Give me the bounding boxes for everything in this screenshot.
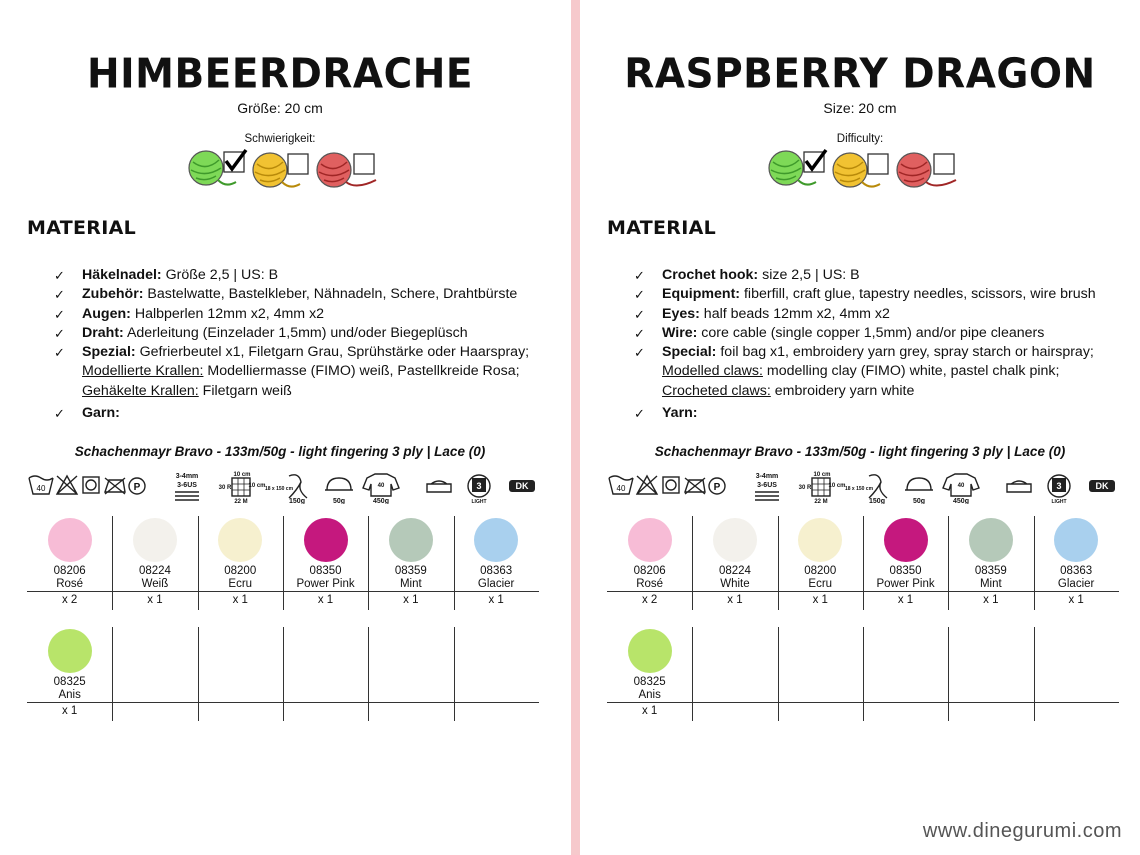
yarn-code: 08325 [53,676,86,688]
care-icons [607,470,1122,504]
gauge-lines-icon [232,478,250,496]
yarn-name: Rosé [56,578,84,590]
scarf-size-label: 18 x 150 cm [844,486,874,492]
yarn-quantity: x 1 [1068,594,1084,606]
check-icon: ✓ [634,306,645,322]
empty-cell [283,627,368,721]
yarn-cell [607,516,692,610]
yarn-code: 08359 [974,565,1007,577]
table-divider [692,516,693,610]
size-text: Size: 20 cm [823,100,897,116]
yarn-quantity: x 1 [147,594,163,606]
list-item: ✓ Spezial: Gefrierbeutel x1, Filetgarn Grau, Sprühstärke oder Haarspray; [54,343,529,362]
yarn-quantity: x 1 [812,594,828,606]
material-list [54,266,529,423]
table-divider [1034,516,1035,610]
yarn-code: 08224 [138,565,171,577]
scarf-weight-label: 150g [289,498,305,504]
check-icon: ✓ [54,325,65,341]
yarn-cell [27,516,112,610]
list-item: ✓ Yarn: [634,404,1096,423]
needle-icon [755,492,779,500]
difficulty-label: Difficulty: [836,133,884,145]
dk-label: DK [1095,481,1109,491]
yarn-name: Power Pink [876,578,935,590]
yarn-cell [863,516,948,610]
table-divider [1034,627,1035,721]
empty-cell [454,627,539,721]
table-divider [112,516,113,610]
empty-cell [948,627,1033,721]
check-icon: ✓ [54,306,65,322]
empty-cell [1034,627,1119,721]
yarn-swatch [969,518,1013,562]
yarn-cell [454,516,539,610]
yarn-code: 08206 [633,565,666,577]
check-icon: ✓ [54,268,65,283]
yarn-table [27,516,539,611]
yarn-swatch [133,518,177,562]
care-symbols [27,470,542,504]
hat-icon [325,478,353,490]
yarn-code: 08350 [889,565,922,577]
german-column [0,0,560,855]
yarn-cell [283,516,368,610]
yarn-name: Mint [399,578,422,590]
check-icon: ✓ [54,287,65,303]
yarn-name: Anis [638,689,661,701]
table-rule [607,591,1119,592]
table-divider [863,516,864,610]
needle-size-label: 3-4mm [175,473,199,480]
difficulty-rating [766,148,966,188]
yarn-weight-label: 3 [1056,481,1062,491]
dry-clean-label: P [713,482,721,493]
check-icon: ✓ [634,268,645,283]
needle-us-label: 3-6US [757,482,777,489]
yarn-table [607,516,1119,611]
yarn-quantity: x 1 [232,594,248,606]
yarn-name: Ecru [228,578,253,590]
empty-cell [692,627,777,721]
yarn-swatch [218,518,262,562]
gauge-grid-icon [232,478,250,496]
list-subitem: Modelled claws: modelling clay (FIMO) white, pastel chalk pink; [662,363,1060,380]
yarn-quantity: x 2 [61,594,78,606]
empty-cell [112,627,197,721]
website-url[interactable]: www.dinegurumi.com [922,820,1122,842]
yarn-quantity: x 1 [488,594,504,606]
yarn-swatch [48,629,92,673]
yarn-name: Power Pink [296,578,355,590]
table-divider [948,516,949,610]
yarn-quantity: x 1 [897,594,914,606]
yarn-quantity: x 1 [403,594,419,606]
list-item: ✓ Crochet hook: size 2,5 | US: B [634,266,1096,285]
scarf-weight-label: 150g [869,498,885,504]
table-divider [198,516,199,610]
table-divider [454,627,455,721]
yarn-quantity: x 2 [641,594,658,606]
table-divider [368,516,369,610]
yarn-cell [368,516,453,610]
yarn-cell [948,516,1033,610]
section-heading: MATERIAL [27,217,136,239]
page-divider [571,0,580,855]
difficulty-rating [186,148,386,188]
yarn-quantity: x 1 [61,705,78,717]
yarn-balls-icon [766,148,966,190]
needle-us-label: 3-6US [177,482,197,489]
no-iron-icon [105,478,125,494]
table-divider [198,627,199,721]
yarn-table [27,627,539,722]
check-icon: ✓ [634,325,645,341]
yarn-swatch [798,518,842,562]
size-text: Größe: 20 cm [237,100,323,116]
table-divider [112,627,113,721]
yarn-name: Mint [979,578,1002,590]
no-iron-icon [685,478,705,494]
check-icon: ✓ [54,345,65,361]
yarn-code: 08224 [718,565,751,577]
yarn-cell [27,627,112,721]
yarn-swatch [48,518,92,562]
gauge-width-label: 10 cm [233,472,251,478]
yarn-code: 08200 [224,565,257,577]
yarn-weight-label: 3 [476,481,482,491]
gauge-height-label: 10 cm [828,483,846,489]
check-icon: ✓ [634,287,645,303]
yarn-swatch [304,518,348,562]
gauge-stitches-label: 22 M [234,499,248,504]
table-divider [283,516,284,610]
table-divider [778,627,779,721]
yarn-name: Rosé [636,578,664,590]
yarn-name: Ecru [808,578,833,590]
yarn-swatch [474,518,518,562]
needle-size-label: 3-4mm [755,473,779,480]
yarn-code: 08363 [1060,565,1093,577]
yarn-weight-category-label: LIGHT [1051,499,1067,504]
yarn-quantity: x 1 [983,594,999,606]
table-divider [692,627,693,721]
no-bleach-icon [637,476,657,494]
list-item: ✓ Eyes: half beads 12mm x2, 4mm x2 [634,305,1096,324]
yarn-code: 08200 [804,565,837,577]
list-item: ✓ Wire: core cable (single copper 1,5mm) and/or pipe cleaners [634,324,1096,343]
sweater-weight-label: 450g [373,498,389,504]
gauge-height-label: 10 cm [248,483,266,489]
wash-temp-label: 40 [616,484,626,493]
hat-weight-label: 50g [912,498,926,504]
dryer-circle-icon [666,480,676,490]
hat-weight-label: 50g [332,498,346,504]
gauge-grid-icon [812,478,830,496]
yarn-name: Weiß [141,578,169,590]
table-divider [778,516,779,610]
no-bleach-icon [57,476,77,494]
scarf-size-label: 18 x 150 cm [264,486,294,492]
yarn-code: 08325 [633,676,666,688]
empty-cell [863,627,948,721]
yarn-title: Schachenmayr Bravo - 133m/50g - light fingering 3 ply | Lace (0) [74,444,486,459]
empty-cell [368,627,453,721]
dryer-circle-icon [86,480,96,490]
dk-label: DK [515,481,529,491]
yarn-quantity: x 1 [317,594,334,606]
sweater-weight-label: 450g [953,498,969,504]
list-item: ✓ Special: foil bag x1, embroidery yarn grey, spray starch or hairspray; [634,343,1096,362]
list-item: ✓ Zubehör: Bastelwatte, Bastelkleber, Nähnadeln, Schere, Drahtbürste [54,285,529,304]
yarn-swatch [628,518,672,562]
yarn-code: 08359 [394,565,427,577]
hat-icon [905,478,933,490]
yarn-cell [198,516,283,610]
yarn-name: Glacier [1057,578,1095,590]
english-column [580,0,1140,855]
yarn-name: White [720,578,750,590]
list-item: ✓ Draht: Aderleitung (Einzelader 1,5mm) und/oder Biegeplüsch [54,324,529,343]
list-subitem: Modellierte Krallen: Modelliermasse (FIMO) weiß, Pastellkreide Rosa; [82,363,520,380]
yarn-weight-category-label: LIGHT [471,499,487,504]
section-heading: MATERIAL [607,217,716,239]
yarn-name: Glacier [477,578,515,590]
dry-clean-label: P [133,482,141,493]
gauge-stitches-label: 22 M [814,499,828,504]
pattern-title: RASPBERRY DRAGON [624,50,1096,99]
table-rule [27,591,539,592]
gauge-rows-label: 30 R [218,485,232,491]
yarn-code: 08350 [309,565,342,577]
table-divider [283,627,284,721]
yarn-swatch [884,518,928,562]
yarn-name: Anis [58,689,81,701]
yarn-swatch [389,518,433,562]
yarn-cell [1034,516,1119,610]
table-divider [948,627,949,721]
yarn-swatch [628,629,672,673]
table-rule [607,702,1119,703]
yarn-title: Schachenmayr Bravo - 133m/50g - light fingering 3 ply | Lace (0) [654,444,1066,459]
sweater-size-label: 40 [377,483,385,489]
empty-cell [778,627,863,721]
table-divider [368,627,369,721]
yarn-quantity: x 1 [641,705,658,717]
sweater-size-label: 40 [957,483,965,489]
list-subitem: Crocheted claws: embroidery yarn white [662,382,915,399]
pattern-title: HIMBEERDRACHE [87,50,473,99]
yarn-cell [778,516,863,610]
gauge-width-label: 10 cm [813,472,831,478]
table-rule [27,702,539,703]
list-item: ✓ Häkelnadel: Größe 2,5 | US: B [54,266,529,285]
yarn-cell [692,516,777,610]
gauge-lines-icon [812,478,830,496]
list-item: ✓ Augen: Halbperlen 12mm x2, 4mm x2 [54,305,529,324]
check-icon: ✓ [54,406,65,422]
check-icon: ✓ [634,406,645,422]
yarn-cell [112,516,197,610]
difficulty-label: Schwierigkeit: [244,133,316,145]
list-item: ✓ Garn: [54,404,529,423]
material-list [634,266,1096,423]
yarn-code: 08363 [480,565,513,577]
table-divider [454,516,455,610]
gauge-rows-label: 30 R [798,485,812,491]
yarn-quantity: x 1 [727,594,743,606]
care-icons [27,470,542,504]
scale-icon [427,481,451,492]
yarn-swatch [1054,518,1098,562]
needle-icon [175,492,199,500]
yarn-swatch [713,518,757,562]
list-subitem: Gehäkelte Krallen: Filetgarn weiß [82,382,292,399]
yarn-table [607,627,1119,722]
yarn-balls-icon [186,148,386,190]
yarn-code: 08206 [53,565,86,577]
table-divider [863,627,864,721]
check-icon: ✓ [634,345,645,361]
list-item: ✓ Equipment: fiberfill, craft glue, tapestry needles, scissors, wire brush [634,285,1096,304]
yarn-cell [607,627,692,721]
empty-cell [198,627,283,721]
care-symbols [607,470,1122,504]
wash-temp-label: 40 [36,484,46,493]
scale-icon [1007,481,1031,492]
